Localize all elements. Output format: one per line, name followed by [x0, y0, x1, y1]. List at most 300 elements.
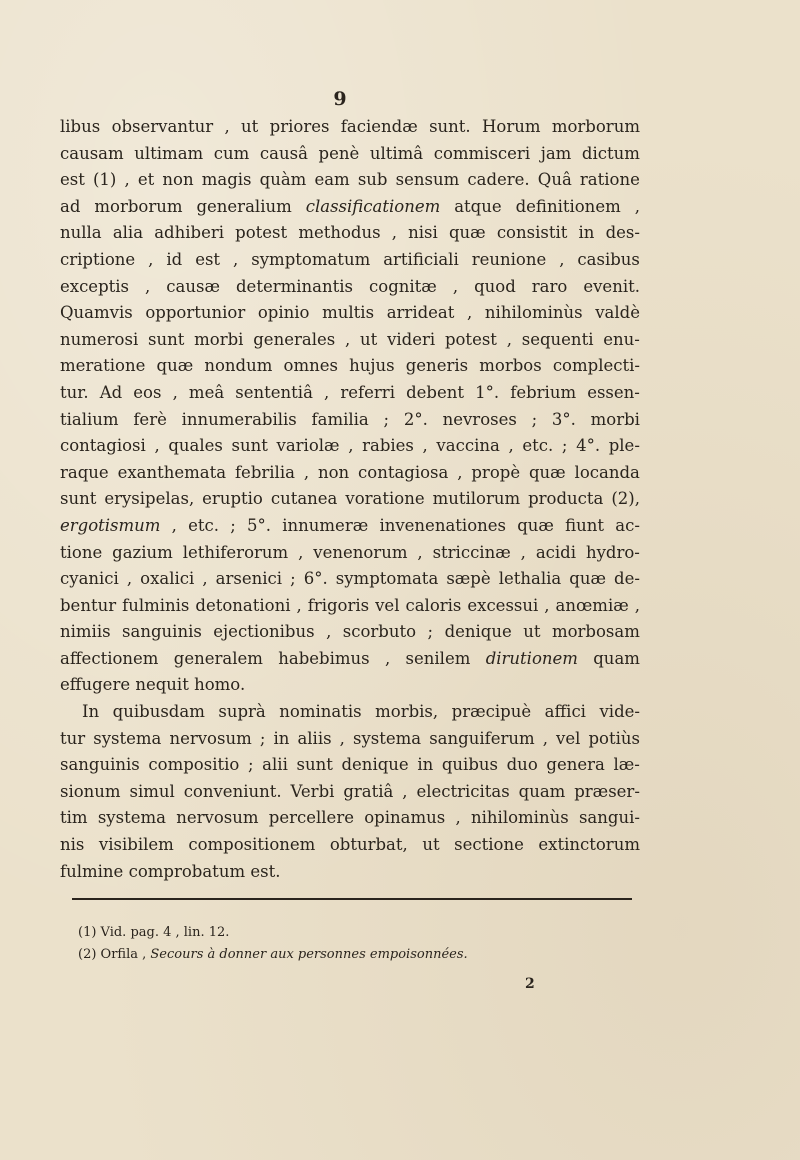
word: exceptis [60, 276, 130, 296]
word: meâ [188, 382, 225, 402]
word: , [452, 276, 459, 296]
word: anœmiæ [555, 595, 629, 615]
word: eruptio [202, 489, 263, 509]
body-line [60, 779, 640, 806]
word: (2), [611, 489, 640, 509]
body-line [60, 194, 640, 221]
word: , [559, 249, 565, 269]
word: cadere. [467, 170, 530, 190]
body-line [60, 327, 640, 354]
word: ; [531, 409, 538, 429]
word: ple- [608, 436, 640, 456]
word: nihilominùs [484, 303, 583, 323]
word: 4°. [576, 436, 601, 456]
word: causâ [259, 143, 308, 163]
body-line [60, 433, 640, 460]
word: classificationem [305, 196, 441, 216]
body-line [60, 300, 640, 327]
body-line [60, 593, 640, 620]
word: de- [614, 569, 640, 589]
word: , [455, 808, 461, 828]
word: et [137, 170, 155, 190]
word: , [634, 196, 640, 216]
word: evenit. [583, 276, 640, 296]
word: , [126, 569, 133, 589]
word: senilem [405, 648, 471, 668]
word: , [391, 223, 397, 243]
word: contagiosa [358, 462, 449, 482]
word: eam [314, 170, 350, 190]
word: enu- [603, 329, 640, 349]
word: 3°. [551, 409, 576, 429]
word: quæ [569, 569, 606, 589]
word: fulmine [60, 861, 124, 881]
word: systema [97, 808, 166, 828]
word: habebimus [278, 648, 370, 668]
word: raque [60, 462, 109, 482]
word: simul [129, 781, 175, 801]
word: , [339, 728, 345, 748]
word: ut [523, 622, 541, 642]
word: Quamvis [60, 303, 133, 323]
word: sectione [454, 835, 524, 855]
word: in [273, 728, 290, 748]
word: valdè [595, 303, 640, 323]
word: gratiâ [343, 781, 394, 801]
word: familia [311, 409, 369, 429]
body-line [60, 167, 640, 194]
word: , [171, 515, 177, 535]
body-line [60, 752, 640, 779]
word: nominatis [279, 702, 362, 722]
word: quæ [448, 223, 486, 243]
word: febrium [510, 382, 577, 402]
word: lethiferorum [182, 542, 289, 562]
word: detonationi [195, 595, 291, 615]
word: ergotismum [60, 515, 161, 535]
word: ; [427, 622, 434, 642]
word: artificiali [383, 249, 459, 269]
word: nulla [60, 223, 102, 243]
word: quam [518, 781, 566, 801]
word: potest [235, 223, 288, 243]
word: febrilia [234, 462, 295, 482]
word: , [172, 382, 178, 402]
word: methodus [298, 223, 381, 243]
word: id [166, 249, 183, 269]
body-line [60, 566, 640, 593]
word: morborum [94, 196, 183, 216]
word: sunt [231, 436, 268, 456]
word: ejectionibus [213, 622, 315, 642]
word: non [162, 170, 194, 190]
word: præcipuè [451, 702, 532, 722]
word: sensum [395, 170, 460, 190]
word: visibilem [98, 835, 174, 855]
word: , [154, 436, 160, 456]
word: duo [506, 755, 538, 775]
word: quod [474, 276, 516, 296]
body-line [60, 486, 640, 513]
word: est [60, 170, 85, 190]
body-line [60, 672, 640, 699]
word: morborum [551, 117, 640, 136]
body-line [60, 274, 640, 301]
word: , [148, 249, 154, 269]
word: generales [253, 329, 336, 349]
word: alia [112, 223, 144, 243]
body-line [60, 726, 640, 753]
word: aliis [297, 728, 332, 748]
body-line [60, 220, 640, 247]
word: ; [247, 755, 254, 775]
word: Ad [99, 382, 123, 402]
word: ultimam [134, 143, 204, 163]
word: definitionem [515, 196, 621, 216]
word: ; [383, 409, 390, 429]
word: cutanea [270, 489, 338, 509]
body-line [60, 619, 640, 646]
word: hydro- [585, 542, 640, 562]
word: (1) [93, 170, 117, 190]
word: , [417, 542, 423, 562]
word: nequit [135, 675, 189, 695]
body-line [60, 247, 640, 274]
word: essen- [587, 382, 640, 402]
footnotes [78, 922, 638, 966]
word: compositio [148, 755, 240, 775]
word: libus [60, 117, 101, 136]
body-line [60, 540, 640, 567]
word: sequenti [521, 329, 594, 349]
word: variolæ [276, 436, 340, 456]
word: in [578, 223, 595, 243]
word: compositionem [188, 835, 316, 855]
word: nihilominùs [471, 808, 569, 828]
word: Horum [482, 117, 541, 136]
body-line [60, 460, 640, 487]
word: , [508, 436, 514, 456]
word: exanthemata [117, 462, 227, 482]
word: , [422, 436, 428, 456]
word: percellere [268, 808, 354, 828]
word: quæ [517, 515, 554, 535]
word: 6°. [303, 569, 328, 589]
word: scorbuto [342, 622, 417, 642]
word: generis [405, 356, 469, 376]
word: , [124, 170, 130, 190]
word: vide- [599, 702, 640, 722]
word: ultimâ [369, 143, 424, 163]
word: ; [290, 569, 296, 589]
word: , [298, 542, 304, 562]
word: , [544, 595, 550, 615]
word: hujus [349, 356, 395, 376]
word: nervosum [176, 808, 259, 828]
word: , [326, 622, 332, 642]
word: nevroses [442, 409, 517, 429]
word: gazium [112, 542, 173, 562]
word: denique [341, 755, 409, 775]
word: sunt. [429, 117, 471, 136]
word: opinio [257, 303, 310, 323]
word: ; [259, 728, 266, 748]
word: quæ [528, 462, 566, 482]
word: obturbat, [329, 835, 408, 855]
word: cognitæ [369, 276, 437, 296]
word: comprobatum [128, 861, 246, 881]
word: priores [269, 117, 330, 136]
word: videri [387, 329, 436, 349]
word: quibusdam [112, 702, 205, 722]
word: ratione [579, 170, 640, 190]
word: 1°. [475, 382, 500, 402]
word: affici [544, 702, 586, 722]
word: arsenici [215, 569, 283, 589]
word: electricitas [416, 781, 510, 801]
word: In [82, 702, 100, 722]
word: ; [561, 436, 568, 456]
word: innumeræ [282, 515, 369, 535]
word: causam [60, 143, 124, 163]
word: reunione [471, 249, 547, 269]
word: locanda [574, 462, 640, 482]
word: tione [60, 542, 103, 562]
word: alii [262, 755, 288, 775]
word: systema [352, 728, 422, 748]
word: tur [60, 728, 86, 748]
word: rabies [362, 436, 414, 456]
word: Quâ [537, 170, 572, 190]
word: systema [93, 728, 162, 748]
word: quales [168, 436, 223, 456]
word: affectionem [60, 648, 159, 668]
word: jam [540, 143, 572, 163]
word: sionum [60, 781, 121, 801]
body-text [60, 114, 640, 885]
word: vel [375, 595, 400, 615]
signature-mark: 2 [525, 976, 535, 992]
word: tur. [60, 382, 89, 402]
word: opinamus [364, 808, 446, 828]
word: dirutionem [485, 648, 578, 668]
word: numerosi [60, 329, 139, 349]
word: morbi [590, 409, 640, 429]
word: commisceri [433, 143, 531, 163]
body-line [60, 380, 640, 407]
word: lethalia [498, 569, 562, 589]
word: , [384, 648, 391, 668]
footnote-rule [72, 898, 632, 900]
word: sanguiferum [429, 728, 535, 748]
word: morbos [479, 356, 542, 376]
word: , [348, 436, 354, 456]
word: sangui- [578, 808, 640, 828]
word: ; [230, 515, 236, 535]
word: potest [444, 329, 497, 349]
body-line [60, 832, 640, 859]
word: cyanici [60, 569, 119, 589]
word: , [506, 329, 512, 349]
word: symptomatum [251, 249, 371, 269]
word: sunt [60, 489, 97, 509]
word: arrideat [386, 303, 455, 323]
footnote: (1) Vid. pag. 4 , lin. 12. [78, 925, 230, 940]
word: erysipelas, [104, 489, 195, 509]
footnote: (2) Orfila , Secours à donner aux personnes empoisonnées. [78, 947, 468, 962]
word: causæ [166, 276, 220, 296]
word: extinctorum [538, 835, 640, 855]
word: dictum [581, 143, 640, 163]
body-line [60, 353, 640, 380]
word: referri [340, 382, 395, 402]
word: penè [318, 143, 360, 163]
word: caloris [405, 595, 462, 615]
word: non [317, 462, 350, 482]
word: , [457, 462, 463, 482]
word: , [145, 276, 151, 296]
body-line [60, 805, 640, 832]
page-number: 9 [333, 88, 347, 110]
word: des- [605, 223, 640, 243]
word: frigoris [307, 595, 370, 615]
word: præser- [574, 781, 640, 801]
word: innumerabilis [181, 409, 297, 429]
word: , [634, 595, 640, 615]
word: ac- [615, 515, 640, 535]
word: morbis, [375, 702, 439, 722]
word: eos [133, 382, 162, 402]
word: homo. [194, 675, 246, 695]
word: fiunt [565, 515, 605, 535]
word: nondum [204, 356, 273, 376]
word: omnes [283, 356, 338, 376]
word: , [233, 249, 239, 269]
word: generalium [196, 196, 292, 216]
word: symptomata [335, 569, 439, 589]
word: venenorum [313, 542, 408, 562]
word: consistit [496, 223, 568, 243]
word: , [224, 117, 230, 136]
word: est. [250, 861, 281, 881]
word: generalem [173, 648, 263, 668]
word: sub [357, 170, 388, 190]
word: sunt [296, 755, 333, 775]
word: in [417, 755, 434, 775]
word: bentur [60, 595, 117, 615]
word: casibus [577, 249, 640, 269]
word: voratione [345, 489, 425, 509]
word: faciendæ [340, 117, 418, 136]
word: invenenationes [379, 515, 506, 535]
word: ut [360, 329, 378, 349]
word: est [195, 249, 221, 269]
word: genera [546, 755, 605, 775]
word: , [344, 329, 351, 349]
word: mutilorum [432, 489, 521, 509]
body-line [60, 646, 640, 673]
word: conveniunt. [183, 781, 282, 801]
word: sanguinis [122, 622, 202, 642]
word: 2°. [403, 409, 428, 429]
word: , [402, 781, 408, 801]
word: potiùs [588, 728, 640, 748]
word: , [520, 542, 526, 562]
word: quàm [259, 170, 307, 190]
word: nis [60, 835, 85, 855]
word: criptione [60, 249, 136, 269]
word: complecti- [552, 356, 640, 376]
word: tialium [60, 409, 119, 429]
word: 5°. [247, 515, 272, 535]
word: sententiâ [235, 382, 313, 402]
body-line [60, 699, 640, 726]
word: nervosum [169, 728, 252, 748]
body-line [60, 141, 640, 168]
word: etc. [188, 515, 220, 535]
word: contagiosi [60, 436, 146, 456]
word: ferè [133, 409, 167, 429]
word: sunt [148, 329, 185, 349]
word: meratione [60, 356, 146, 376]
word: sanguinis [60, 755, 140, 775]
word: , [324, 382, 330, 402]
word: fulminis [122, 595, 190, 615]
word: quam [593, 648, 640, 668]
word: morbosam [551, 622, 640, 642]
word: multis [322, 303, 375, 323]
word: suprà [218, 702, 266, 722]
body-line [60, 513, 640, 540]
word: etc. [522, 436, 554, 456]
word: læ- [613, 755, 640, 775]
word: quibus [441, 755, 498, 775]
word: excessui [467, 595, 539, 615]
word: magis [201, 170, 252, 190]
word: acidi [535, 542, 577, 562]
word: opportunior [145, 303, 246, 323]
word: , [467, 303, 473, 323]
word: tim [60, 808, 88, 828]
word: determinantis [236, 276, 353, 296]
word: nisi [408, 223, 438, 243]
word: debent [406, 382, 464, 402]
word: effugere [60, 675, 131, 695]
word: quæ [156, 356, 194, 376]
word: ut [422, 835, 440, 855]
body-line [60, 114, 640, 141]
word: adhiberi [154, 223, 224, 243]
word: vaccina [436, 436, 500, 456]
word: ad [60, 196, 81, 216]
word: ut [241, 117, 259, 136]
word: denique [444, 622, 512, 642]
word: atque [454, 196, 502, 216]
word: raro [531, 276, 568, 296]
word: , [303, 462, 310, 482]
word: , [296, 595, 302, 615]
word: striccinæ [432, 542, 511, 562]
word: propè [471, 462, 521, 482]
word: nimiis [60, 622, 111, 642]
word: observantur [111, 117, 214, 136]
word: cum [213, 143, 250, 163]
word: oxalici [140, 569, 195, 589]
word: , [542, 728, 548, 748]
word: Verbi [290, 781, 335, 801]
word: producta [528, 489, 604, 509]
word: morbi [194, 329, 244, 349]
